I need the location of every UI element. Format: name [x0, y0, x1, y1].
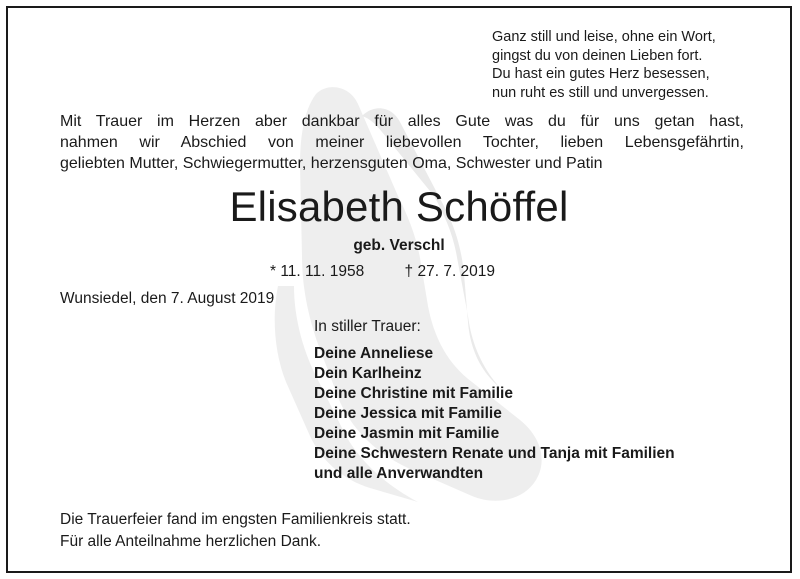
intro-line: geliebten Mutter, Schwiegermutter, herzensguten Oma, Schwester und Patin: [60, 155, 603, 172]
mourners-caption: In stiller Trauer:: [314, 318, 421, 335]
footer-line: Für alle Anteilnahme herzlichen Dank.: [60, 533, 322, 550]
mourners-list: [314, 317, 675, 484]
mourner-name: Deine Schwestern Renate und Tanja mit Familien: [314, 445, 675, 462]
footer-text: [60, 509, 411, 553]
maiden-name: geb. Verschl: [353, 237, 445, 254]
place-and-date: Wunsiedel, den 7. August 2019: [60, 290, 275, 307]
mourner-name: Deine Jasmin mit Familie: [314, 425, 500, 442]
poem-line: Du hast ein gutes Herz besessen,: [492, 66, 710, 82]
death-date: † 27. 7. 2019: [404, 263, 496, 280]
poem-line: nun ruht es still und unvergessen.: [492, 84, 709, 101]
poem-line: gingst du von deinen Lieben fort.: [492, 47, 703, 64]
deceased-name: Elisabeth Schöffel: [229, 183, 569, 230]
intro-line: Mit Trauer im Herzen aber dankbar für alles Gute was du für uns getan hast,: [60, 113, 744, 130]
mourner-name: Dein Karlheinz: [314, 365, 422, 382]
mourner-name: Deine Christine mit Familie: [314, 385, 513, 402]
mourner-name: Deine Anneliese: [314, 345, 434, 362]
life-dates: [270, 262, 495, 282]
mourner-name: und alle Anverwandten: [314, 465, 484, 482]
obituary-frame: [6, 6, 792, 573]
intro-text: [60, 111, 744, 174]
poem-line: Ganz still und leise, ohne ein Wort,: [492, 29, 716, 45]
poem: [492, 28, 782, 102]
mourner-name: Deine Jessica mit Familie: [314, 405, 502, 422]
footer-line: Die Trauerfeier fand im engsten Familienkreis statt.: [60, 511, 411, 528]
intro-line: nahmen wir Abschied von meiner liebevollen Tochter, lieben Lebensgefährtin,: [60, 134, 744, 151]
birth-date: * 11. 11. 1958: [270, 263, 365, 280]
